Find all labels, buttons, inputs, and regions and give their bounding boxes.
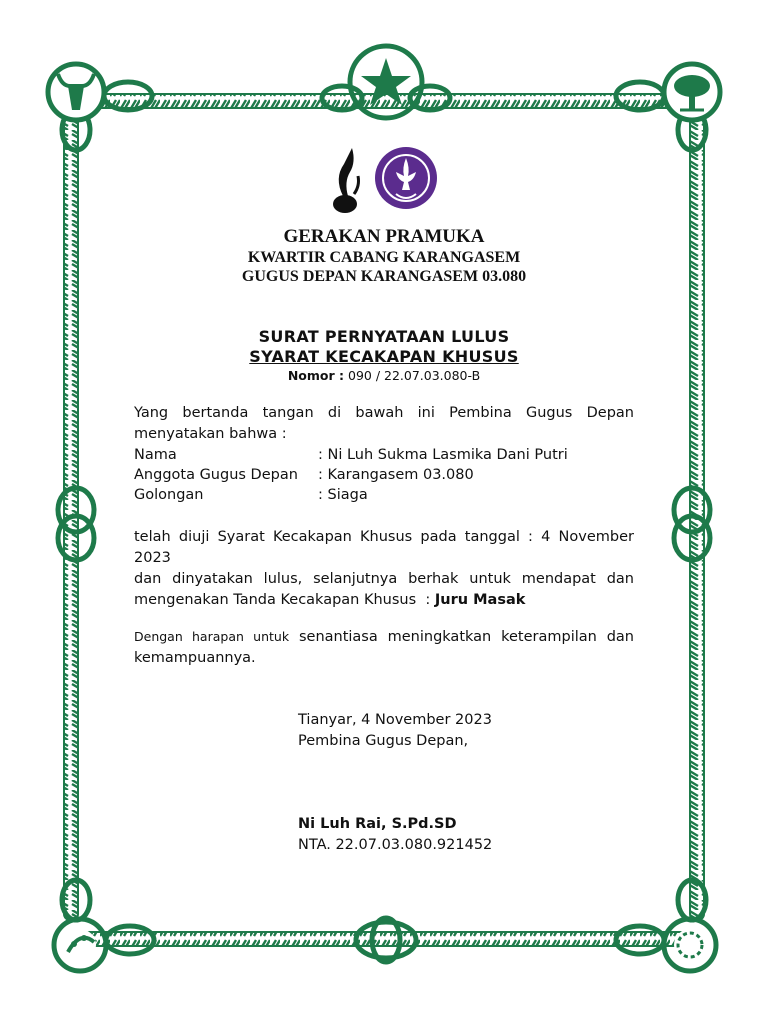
signer-name: Ni Luh Rai, S.Pd.SD: [298, 816, 457, 832]
badge-name: Juru Masak: [434, 592, 526, 608]
field-value: : Siaga: [318, 487, 368, 503]
org-name: GERAKAN PRAMUKA: [283, 226, 485, 247]
closing-line-1-rest: senantiasa meningkatkan keterampilan dan: [289, 629, 634, 645]
field-value: : Ni Luh Sukma Lasmika Dani Putri: [318, 447, 568, 463]
intro-line-1: Yang bertanda tangan di bawah ini Pembina Gugus Depan: [134, 405, 634, 421]
org-branch: KWARTIR CABANG KARANGASEM: [247, 249, 521, 266]
chain-icon: [674, 929, 706, 961]
intro-line-2: menyatakan bahwa :: [134, 426, 287, 442]
wosm-emblem-icon: [374, 146, 438, 210]
statement-line-2: 2023: [134, 550, 171, 566]
field-label: Nama: [134, 447, 177, 463]
field-row: [134, 465, 474, 486]
signer-role: Pembina Gugus Depan,: [298, 733, 469, 749]
buffalo-head-icon: [48, 64, 104, 120]
closing-line-1: [134, 627, 634, 648]
document-number-label: Nomor :: [287, 368, 345, 383]
field-value: : Karangasem 03.080: [318, 467, 474, 483]
tunas-kelapa-icon: [330, 146, 364, 214]
banyan-tree-icon: [664, 64, 720, 120]
field-row: [134, 485, 368, 506]
field-row: [134, 445, 568, 466]
closing-line-2: kemampuannya.: [134, 650, 256, 666]
statement-line-1: telah diuji Syarat Kecakapan Khusus pada tanggal : 4 November: [134, 529, 634, 545]
rice-and-cotton-icon: [64, 929, 96, 961]
statement-line-3: dan dinyatakan lulus, selanjutnya berhak untuk mendapat dan: [134, 571, 634, 587]
document-subtitle: SYARAT KECAKAPAN KHUSUS: [249, 347, 519, 366]
statement-line-4-prefix: mengenakan Tanda Kecakapan Khusus :: [134, 592, 435, 608]
document-number-value: 090 / 22.07.03.080-B: [348, 368, 481, 383]
org-unit: GUGUS DEPAN KARANGASEM 03.080: [241, 268, 527, 285]
document-number: [0, 368, 768, 383]
place-date: Tianyar, 4 November 2023: [298, 712, 492, 728]
closing-small-prefix: Dengan harapan untuk: [134, 629, 290, 644]
signer-nta: NTA. 22.07.03.080.921452: [298, 837, 493, 853]
statement-line-4: [134, 590, 634, 611]
field-label: Anggota Gugus Depan: [134, 467, 298, 483]
document-title: SURAT PERNYATAAN LULUS: [258, 327, 510, 346]
field-label: Golongan: [134, 487, 204, 503]
